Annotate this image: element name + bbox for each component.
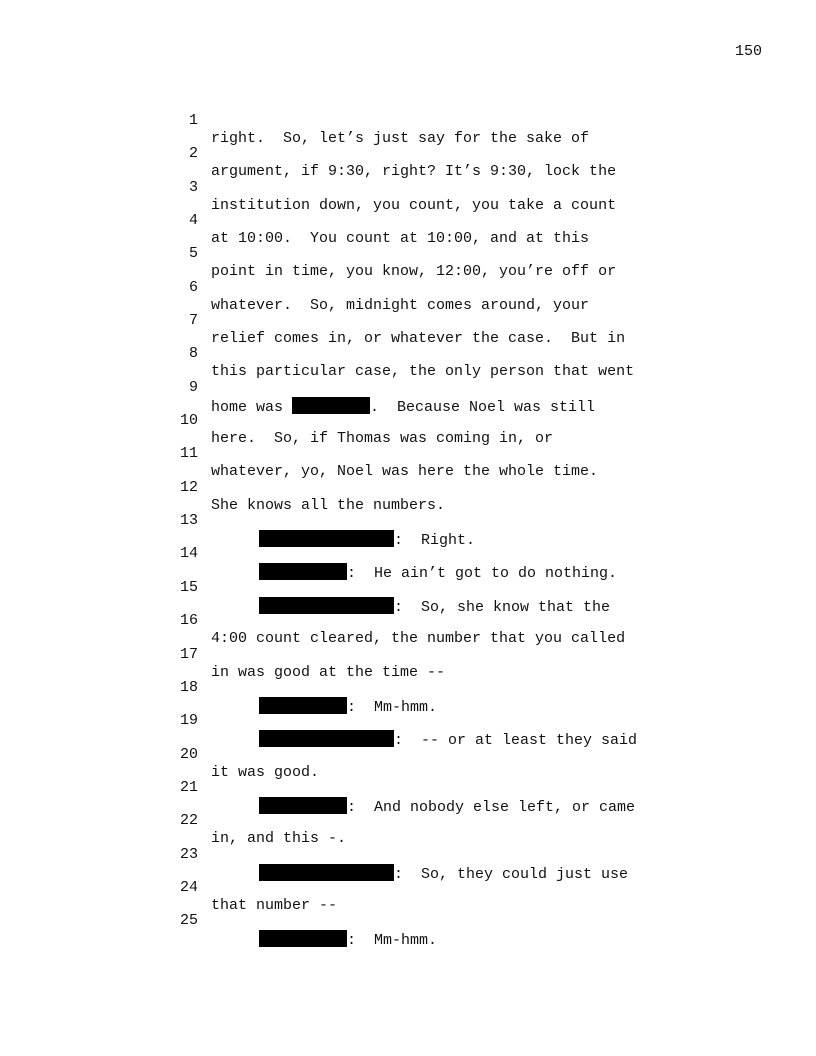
line-text-content: in, and this -. [211, 830, 347, 848]
transcript-line [170, 594, 770, 648]
line-text-content: 4:00 count cleared, the number that you called [211, 630, 626, 648]
line-text-content: institution down, you count, you take a count [211, 196, 617, 214]
transcript-line [170, 661, 770, 716]
transcript-line [170, 894, 770, 950]
line-number: 16 [179, 612, 198, 630]
transcript-line [170, 728, 770, 781]
transcript-line [170, 694, 770, 750]
line-number: 10 [179, 412, 198, 430]
line-number: 19 [179, 712, 198, 730]
transcript-line [170, 861, 770, 914]
line-number: 17 [179, 645, 198, 663]
line-number: 4 [188, 212, 198, 230]
transcript-line [170, 527, 770, 583]
line-number: 25 [179, 912, 198, 930]
line-number: 12 [179, 478, 198, 496]
line-text [211, 930, 437, 950]
page-number: 150 [734, 43, 762, 60]
line-number: 7 [188, 312, 198, 330]
line-number: 13 [179, 512, 198, 530]
transcript-line [170, 227, 770, 281]
transcript-line [170, 361, 770, 416]
line-text-content: it was good. [211, 763, 320, 781]
line-text-content: She knows all the numbers. [211, 496, 446, 514]
transcript-line [170, 127, 770, 181]
line-text-content: that number -- [211, 896, 338, 914]
transcript-line [170, 327, 770, 381]
line-text-content: here. So, if Thomas was coming in, or [211, 430, 554, 448]
line-text-content: whatever, yo, Noel was here the whole time. [211, 463, 599, 481]
line-text-content: argument, if 9:30, right? It’s 9:30, lock the [211, 163, 617, 181]
line-number: 5 [188, 245, 198, 263]
transcript-line [170, 794, 770, 848]
transcript-line [170, 461, 770, 514]
transcript-line [170, 761, 770, 816]
line-number: 14 [179, 545, 198, 563]
transcript-line [170, 561, 770, 616]
line-number: 21 [179, 778, 198, 796]
speaker-redaction [259, 930, 347, 947]
speaker-utterance: : So, they could just use [394, 865, 629, 883]
line-text-content: in was good at the time -- [211, 663, 446, 681]
line-number: 3 [188, 178, 198, 196]
line-number: 11 [179, 445, 198, 463]
transcript-line [170, 494, 770, 550]
line-number: 6 [188, 278, 198, 296]
line-number: 9 [188, 378, 198, 396]
transcript-line [170, 628, 770, 681]
line-number: 22 [179, 812, 198, 830]
transcript-line [170, 427, 770, 481]
speaker-utterance: : He ain’t got to do nothing. [347, 565, 618, 583]
speaker-utterance: : Mm-hmm. [347, 932, 438, 950]
line-number: 18 [179, 678, 198, 696]
line-text-content: point in time, you know, 12:00, you’re off or [211, 263, 617, 281]
transcript-line [170, 194, 770, 248]
line-number: 23 [179, 845, 198, 863]
speaker-utterance: : Right. [394, 532, 476, 550]
line-number: 1 [188, 112, 198, 129]
transcript-body [170, 94, 770, 950]
line-text-content: right. So, let’s just say for the sake of [211, 130, 590, 147]
line-text-content: relief comes in, or whatever the case. But in [211, 330, 626, 348]
transcript-line [170, 394, 770, 448]
speaker-utterance: : And nobody else left, or came [347, 798, 636, 816]
speaker-utterance: : Mm-hmm. [347, 698, 438, 716]
line-number: 24 [179, 878, 198, 896]
line-text-content: at 10:00. You count at 10:00, and at this [211, 230, 590, 248]
speaker-utterance: : So, she know that the [394, 598, 611, 616]
transcript-line [170, 161, 770, 214]
line-number: 20 [179, 745, 198, 763]
transcript-line [170, 94, 770, 147]
speaker-utterance: : -- or at least they said [394, 732, 638, 750]
transcript-line [170, 261, 770, 314]
line-text-continuation: . Because Noel was still [370, 398, 596, 416]
line-number: 2 [188, 145, 198, 163]
line-text-content: home was [211, 398, 293, 416]
line-number: 8 [188, 345, 198, 363]
line-text-content: whatever. So, midnight comes around, your [211, 296, 590, 314]
transcript-line [170, 828, 770, 883]
line-text-content: this particular case, the only person that went [211, 363, 635, 381]
transcript-line [170, 294, 770, 348]
line-number: 15 [179, 578, 198, 596]
